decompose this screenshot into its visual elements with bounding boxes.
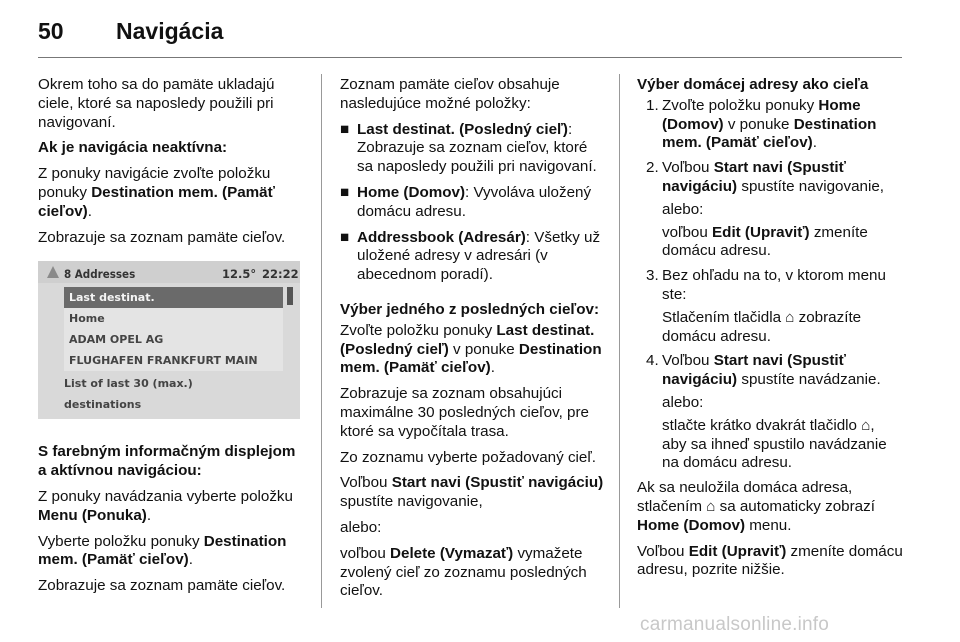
list-item[interactable]: Home	[69, 312, 105, 326]
paragraph: Zobrazuje sa zoznam pamäte cieľov.	[38, 577, 286, 595]
column-2	[340, 76, 605, 608]
subheading: Výber jedného z posledných cieľov:	[340, 300, 600, 318]
paragraph: Zvoľte položku ponuky Last destinat. (Posledný cieľ) v ponuke Destination mem. (Pamäť cieľov).	[340, 321, 602, 377]
paragraph: Ak sa neuložila domáca adresa, stlačením ⌂ sa automaticky zobrazí Home (Domov) menu.	[637, 479, 875, 534]
screen-info-text: List of last 30 (max.) destinations	[64, 377, 193, 412]
list-item: 1. Zvoľte položku ponuky Home (Domov) v ponuke Destination mem. (Pamäť cieľov).	[646, 96, 877, 152]
paragraph: Z ponuky navádzania vyberte položku Menu (Ponuka).	[38, 487, 293, 524]
header-rule	[38, 57, 902, 58]
display-screenshot	[38, 261, 300, 419]
page-number: 50	[38, 18, 64, 44]
paragraph: Okrem toho sa do pamäte ukladajú ciele, ktoré sa naposledy použili pri navigovaní.	[38, 76, 275, 131]
list-item: 2. Voľbou Start navi (Spustiť navigáciu) spustíte navigovanie, alebo: voľbou Edit (Upraviť) zmeníte domácu adresu.	[646, 159, 885, 260]
paragraph: voľbou Delete (Vymazať) vymažete zvolený cieľ zo zoznamu posledných cieľov.	[340, 544, 587, 600]
paragraph: Voľbou Start navi (Spustiť navigáciu) spustíte navigovanie,	[340, 474, 604, 511]
page-title: Navigácia	[116, 18, 224, 44]
screen-temperature: 12.5°	[222, 267, 257, 282]
screen-clock: 22:22	[262, 267, 299, 282]
watermark: carmanualsonline.info	[640, 614, 830, 635]
paragraph: Zoznam pamäte cieľov obsahuje nasledujúce možné položky:	[340, 76, 560, 112]
screen-title: 8 Addresses	[64, 267, 136, 282]
paragraph: Voľbou Edit (Upraviť) zmeníte domácu adresu, pozrite nižšie.	[637, 542, 903, 579]
list-item: ■ Addressbook (Adresár): Všetky už uložené adresy v adresári (v abecednom poradí).	[340, 228, 601, 284]
column-divider	[321, 74, 322, 608]
scrollbar	[287, 287, 293, 305]
subheading: S farebným informačným displejom a aktívnou navigáciou:	[38, 443, 296, 480]
paragraph: Z ponuky navigácie zvoľte položku ponuky Destination mem. (Pamäť cieľov).	[38, 165, 275, 220]
destination-list	[64, 287, 283, 371]
paragraph: Zobrazuje sa zoznam pamäte cieľov.	[38, 228, 286, 246]
column-divider	[619, 74, 620, 608]
paragraph: Zo zoznamu vyberte požadovaný cieľ.	[340, 448, 596, 466]
list-item: 4. Voľbou Start navi (Spustiť navigáciu) spustíte navádzanie. alebo: stlačte krátko dvakrát tlačidlo ⌂, aby sa ihneď spustilo navádzanie na domácu adresu.	[646, 352, 887, 472]
paragraph: alebo:	[340, 518, 382, 536]
page-header	[38, 18, 223, 48]
list-item: 3. Bez ohľadu na to, v ktorom menu ste: Stlačením tlačidla ⌂ zobrazíte domácu adresu.	[646, 267, 886, 345]
paragraph: Vyberte položku ponuky Destination mem. (Pamäť cieľov).	[38, 532, 287, 569]
list-item[interactable]: Last destinat.	[64, 287, 283, 308]
column-1	[38, 76, 308, 603]
subheading: Ak je navigácia neaktívna:	[38, 139, 228, 157]
list-item: ■ Home (Domov): Vyvoláva uložený domácu adresu.	[340, 183, 592, 220]
subheading: Výber domácej adresy ako cieľa	[637, 76, 869, 93]
list-item[interactable]: ADAM OPEL AG	[69, 333, 164, 347]
column-3	[637, 76, 903, 587]
navigation-arrow-icon	[47, 266, 59, 278]
list-item: ■ Last destinat. (Posledný cieľ): Zobrazuje sa zoznam cieľov, ktoré sa naposledy použili pri navigovaní.	[340, 120, 597, 176]
list-item[interactable]: FLUGHAFEN FRANKFURT MAIN	[69, 354, 258, 368]
paragraph: Zobrazuje sa zoznam obsahujúci maximálne 30 posledných cieľov, pre ktoré sa vypočítala trasa.	[340, 385, 589, 440]
